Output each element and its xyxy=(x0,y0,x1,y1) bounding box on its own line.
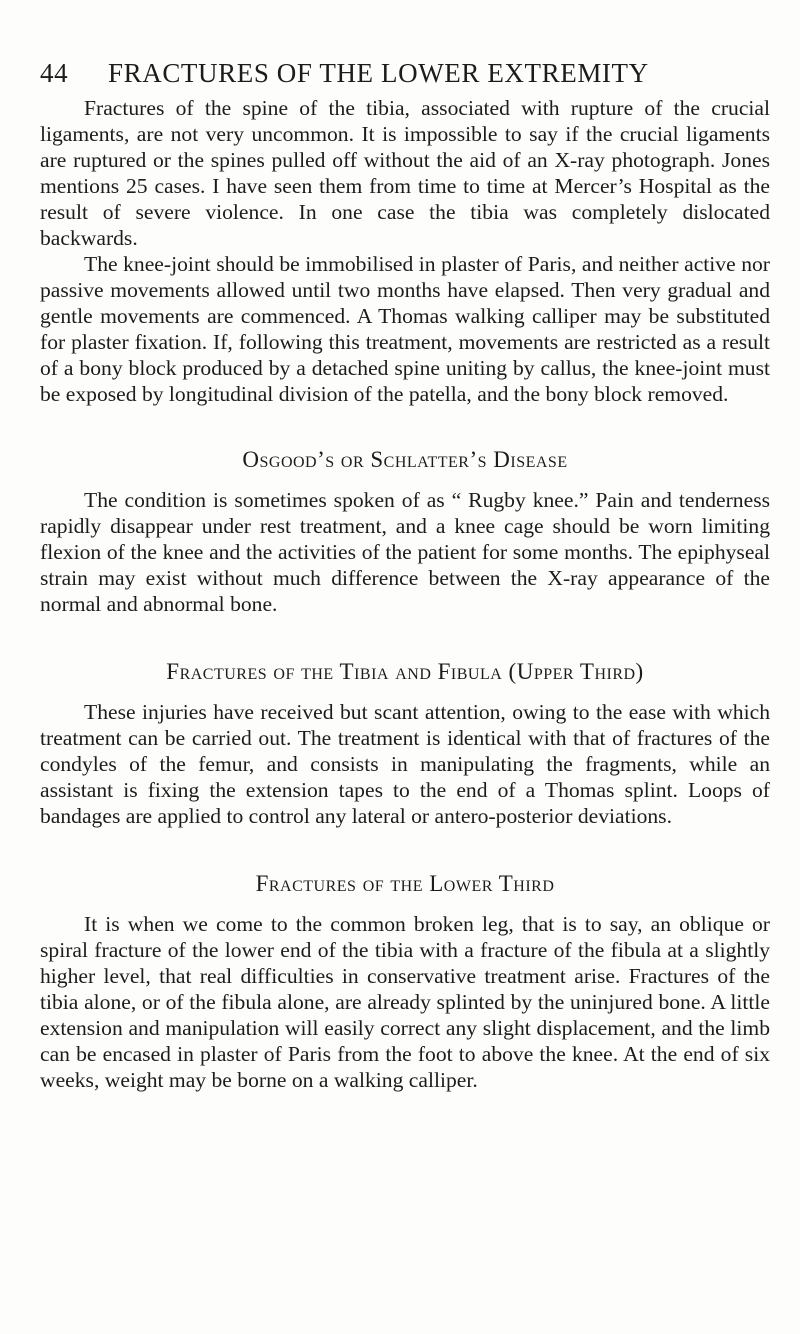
page-body xyxy=(40,95,770,1093)
paragraph-osgood: The condition is sometimes spoken of as “ Rugby knee.” Pain and tenderness rapidly disappear under rest treatment, and a knee cage should be worn limiting flexion of the knee and the activities of the patient for some months. The epiphyseal strain may exist without much difference between the X-ray appearance of the normal and abnormal bone. xyxy=(40,488,770,616)
section-heading-upper-third: Fractures of the Tibia and Fibula (Upper Third) xyxy=(166,659,644,684)
book-page xyxy=(40,0,770,1334)
section-heading-lower-third: Fractures of the Lower Third xyxy=(255,871,555,896)
running-head xyxy=(40,58,770,92)
paragraph-knee-joint-treatment: The knee-joint should be immobilised in plaster of Paris, and neither active nor passive movements allowed until two months have elapsed. Then very gradual and gentle movements are commenced. A Thomas walking calliper may be substituted for plaster fixation. If, following this treatment, movements are restricted as a result of a bony block produced by a detached spine uniting by callus, the knee-joint must be exposed by longitudinal division of the patella, and the bony block removed. xyxy=(40,252,770,406)
running-title: FRACTURES OF THE LOWER EXTREMITY xyxy=(108,58,649,88)
paragraph-upper-third: These injuries have received but scant attention, owing to the ease with which treatment can be carried out. The treatment is identical with that of fractures of the condyles of the femur, and consists in manipulating the fragments, while an assistant is fixing the extension tapes to the end of a Thomas splint. Loops of bandages are applied to control any lateral or antero-posterior deviations. xyxy=(40,700,770,828)
section-heading-osgood: Osgood’s or Schlatter’s Disease xyxy=(242,447,568,472)
paragraph-spine-fractures: Fractures of the spine of the tibia, associated with rupture of the crucial ligaments, are not very uncommon. It is impossible to say if the crucial ligaments are ruptured or the spines pulled off without the aid of an X-ray photograph. Jones mentions 25 cases. I have seen them from time to time at Mercer’s Hospital as the result of severe violence. In one case the tibia was completely dislocated backwards. xyxy=(40,96,770,250)
paragraph-lower-third: It is when we come to the common broken leg, that is to say, an oblique or spiral fracture of the lower end of the tibia with a fracture of the fibula at a slightly higher level, that real difficulties in conservative treatment arise. Fractures of the tibia alone, or of the fibula alone, are already splinted by the uninjured bone. A little extension and manipulation will easily correct any slight displacement, and the limb can be encased in plaster of Paris from the foot to above the knee. At the end of six weeks, weight may be borne on a walking calliper. xyxy=(40,912,770,1092)
page-number: 44 xyxy=(40,58,69,88)
